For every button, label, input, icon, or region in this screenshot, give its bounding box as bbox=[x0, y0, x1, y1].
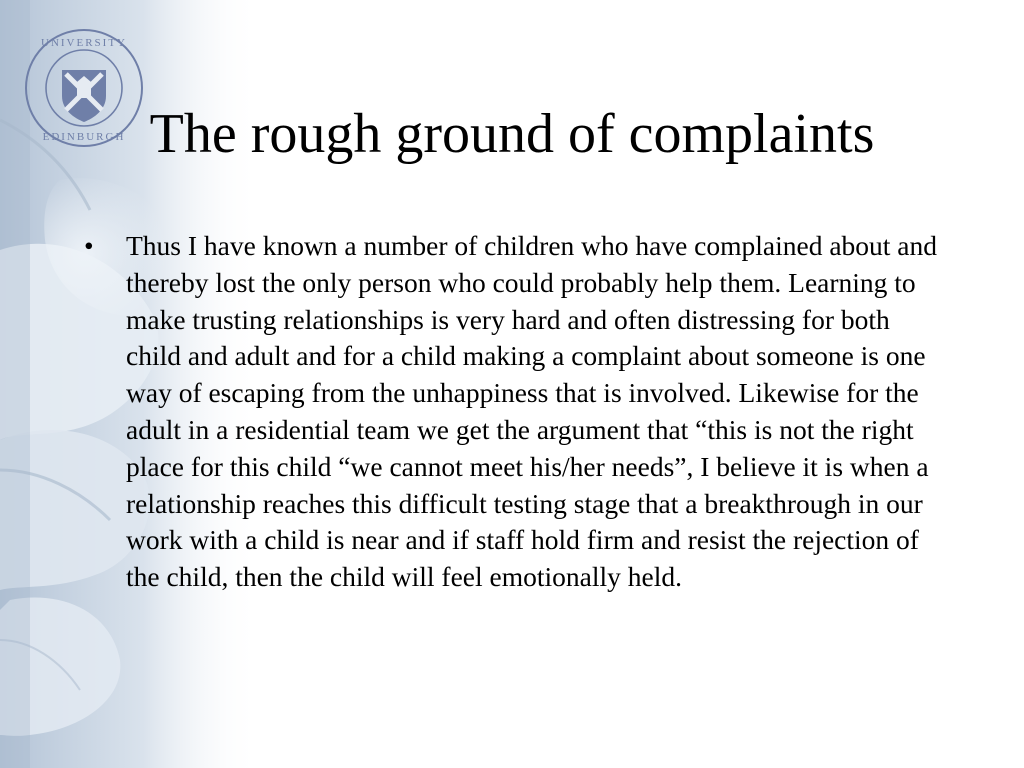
bullet-text: Thus I have known a number of children who have complained about and thereby lost the only person who could probably help them. Learning to make trusting relationships is very hard and often distressing for both child and adult and for a child making a complaint about someone is one way of escaping from the unhappiness that is involved. Likewise for the adult in a residential team we get the argument that “this is not the right place for this child “we cannot meet his/her needs”, I believe it is when a relationship reaches this difficult testing stage that a breakthrough in our work with a child is near and if staff hold firm and resist the rejection of the child, then the child will feel emotionally held. bbox=[126, 230, 938, 593]
bullet-list bbox=[84, 228, 944, 596]
bullet-marker: • bbox=[84, 230, 94, 261]
svg-text:EDINBURGH: EDINBURGH bbox=[42, 131, 126, 143]
svg-text:UNIVERSITY: UNIVERSITY bbox=[41, 37, 127, 49]
slide-title: The rough ground of complaints bbox=[149, 103, 875, 165]
bullet-item bbox=[84, 228, 944, 596]
